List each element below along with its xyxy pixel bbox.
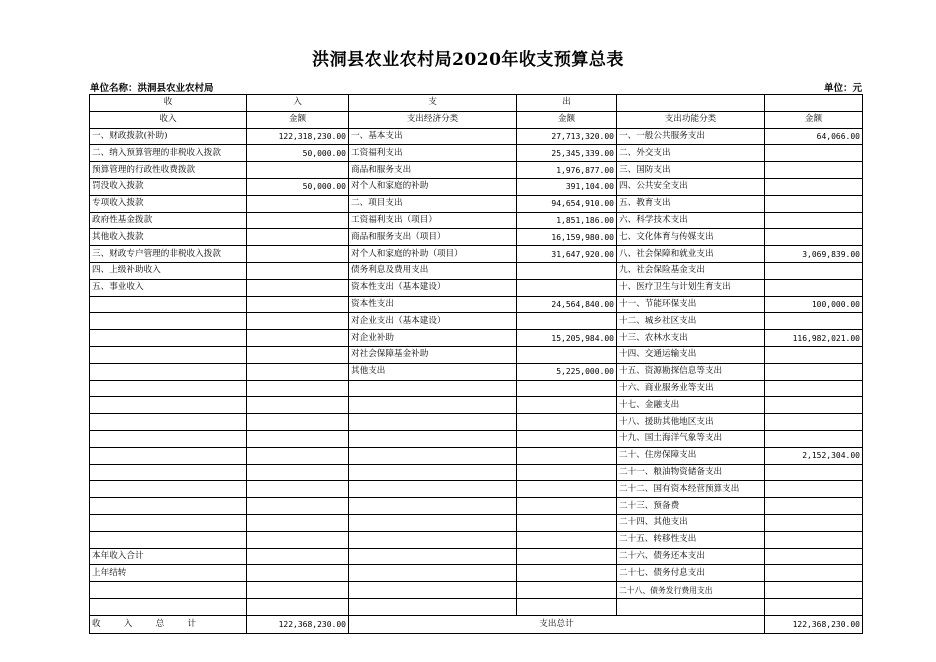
econ-amount bbox=[517, 346, 617, 363]
econ-label bbox=[349, 531, 517, 548]
income-label: 上年结转 bbox=[90, 565, 247, 582]
econ-label: 对企业补助 bbox=[349, 330, 517, 347]
income-amount bbox=[247, 582, 349, 599]
func-label: 四、公共安全支出 bbox=[617, 178, 765, 195]
func-amount: 64,066.00 bbox=[765, 128, 863, 145]
col-header-func-amount: 金额 bbox=[765, 111, 863, 128]
income-label: 政府性基金拨款 bbox=[90, 212, 247, 229]
econ-label bbox=[349, 380, 517, 397]
table-row bbox=[90, 346, 863, 363]
func-label: 五、教育支出 bbox=[617, 195, 765, 212]
econ-amount: 5,225,000.00 bbox=[517, 363, 617, 380]
table-row bbox=[90, 330, 863, 347]
table-row bbox=[90, 565, 863, 582]
income-amount bbox=[247, 514, 349, 531]
income-label bbox=[90, 313, 247, 330]
func-label: 二十六、债务还本支出 bbox=[617, 548, 765, 565]
econ-amount bbox=[517, 548, 617, 565]
income-amount bbox=[247, 363, 349, 380]
econ-label bbox=[349, 447, 517, 464]
table-row bbox=[90, 178, 863, 195]
func-amount: 2,152,304.00 bbox=[765, 447, 863, 464]
econ-label: 一、基本支出 bbox=[349, 128, 517, 145]
income-amount bbox=[247, 279, 349, 296]
econ-amount: 31,647,920.00 bbox=[517, 246, 617, 263]
econ-amount bbox=[517, 598, 617, 615]
func-label: 三、国防支出 bbox=[617, 162, 765, 179]
income-label bbox=[90, 498, 247, 515]
econ-amount: 16,159,980.00 bbox=[517, 229, 617, 246]
func-label: 十、医疗卫生与计划生育支出 bbox=[617, 279, 765, 296]
econ-label bbox=[349, 414, 517, 431]
col-header-income-amount: 金额 bbox=[247, 111, 349, 128]
table-row bbox=[90, 128, 863, 145]
econ-amount bbox=[517, 447, 617, 464]
column-header-row bbox=[90, 111, 863, 128]
func-label: 十四、交通运输支出 bbox=[617, 346, 765, 363]
econ-label: 其他支出 bbox=[349, 363, 517, 380]
func-amount bbox=[765, 145, 863, 162]
col-header-income: 收入 bbox=[90, 111, 247, 128]
header-blank bbox=[765, 95, 863, 112]
table-row bbox=[90, 464, 863, 481]
currency-unit: 单位：元 bbox=[823, 83, 862, 94]
econ-label bbox=[349, 397, 517, 414]
econ-label bbox=[349, 430, 517, 447]
func-label: 十三、农林水支出 bbox=[617, 330, 765, 347]
econ-amount bbox=[517, 262, 617, 279]
col-header-func: 支出功能分类 bbox=[617, 111, 765, 128]
income-label bbox=[90, 447, 247, 464]
income-amount: 50,000.00 bbox=[247, 145, 349, 162]
func-amount bbox=[765, 279, 863, 296]
header-expense-right: 出 bbox=[517, 95, 617, 112]
func-label: 八、社会保障和就业支出 bbox=[617, 246, 765, 263]
income-amount: 122,318,230.00 bbox=[247, 128, 349, 145]
econ-amount: 1,976,877.00 bbox=[517, 162, 617, 179]
income-amount bbox=[247, 296, 349, 313]
income-amount bbox=[247, 598, 349, 615]
econ-label: 债务利息及费用支出 bbox=[349, 262, 517, 279]
econ-label: 二、项目支出 bbox=[349, 195, 517, 212]
income-label bbox=[90, 414, 247, 431]
income-amount: 50,000.00 bbox=[247, 178, 349, 195]
func-amount bbox=[765, 195, 863, 212]
table-row bbox=[90, 195, 863, 212]
func-amount bbox=[765, 531, 863, 548]
func-label: 十九、国土海洋气象等支出 bbox=[617, 430, 765, 447]
func-label: 二十八、债务发行费用支出 bbox=[617, 582, 765, 599]
expense-total-amount: 122,368,230.00 bbox=[765, 615, 863, 633]
func-label: 二十五、转移性支出 bbox=[617, 531, 765, 548]
income-label: 罚没收入拨款 bbox=[90, 178, 247, 195]
table-row bbox=[90, 397, 863, 414]
func-amount: 100,000.00 bbox=[765, 296, 863, 313]
econ-label: 对社会保障基金补助 bbox=[349, 346, 517, 363]
func-amount bbox=[765, 582, 863, 599]
col-header-econ-amount: 金额 bbox=[517, 111, 617, 128]
income-amount bbox=[247, 414, 349, 431]
income-amount bbox=[247, 229, 349, 246]
table-row bbox=[90, 229, 863, 246]
header-blank bbox=[617, 95, 765, 112]
func-amount bbox=[765, 565, 863, 582]
func-label: 二十一、粮油物资储备支出 bbox=[617, 464, 765, 481]
header-income-left: 收 bbox=[90, 95, 247, 112]
table-row bbox=[90, 246, 863, 263]
func-label: 二、外交支出 bbox=[617, 145, 765, 162]
income-amount bbox=[247, 498, 349, 515]
econ-amount bbox=[517, 565, 617, 582]
func-label: 七、文化体育与传媒支出 bbox=[617, 229, 765, 246]
income-label: 二、纳入预算管理的非税收入拨款 bbox=[90, 145, 247, 162]
econ-amount bbox=[517, 582, 617, 599]
func-label: 一、一般公共服务支出 bbox=[617, 128, 765, 145]
table-row bbox=[90, 498, 863, 515]
econ-amount: 24,564,840.00 bbox=[517, 296, 617, 313]
econ-amount: 1,851,186.00 bbox=[517, 212, 617, 229]
econ-label bbox=[349, 514, 517, 531]
func-label: 二十、住房保障支出 bbox=[617, 447, 765, 464]
econ-label: 对个人和家庭的补助 bbox=[349, 178, 517, 195]
income-amount bbox=[247, 531, 349, 548]
income-label: 五、事业收入 bbox=[90, 279, 247, 296]
econ-label: 资本性支出（基本建设） bbox=[349, 279, 517, 296]
func-amount bbox=[765, 162, 863, 179]
econ-amount bbox=[517, 498, 617, 515]
income-amount bbox=[247, 481, 349, 498]
income-amount bbox=[247, 565, 349, 582]
econ-amount bbox=[517, 313, 617, 330]
col-header-econ: 支出经济分类 bbox=[349, 111, 517, 128]
table-row bbox=[90, 582, 863, 599]
income-amount bbox=[247, 380, 349, 397]
func-label: 十五、资源勘探信息等支出 bbox=[617, 363, 765, 380]
econ-amount: 94,654,910.00 bbox=[517, 195, 617, 212]
econ-amount bbox=[517, 514, 617, 531]
income-label: 四、上级补助收入 bbox=[90, 262, 247, 279]
econ-amount bbox=[517, 481, 617, 498]
income-amount bbox=[247, 464, 349, 481]
table-row bbox=[90, 380, 863, 397]
func-amount bbox=[765, 229, 863, 246]
econ-label: 工资福利支出（项目） bbox=[349, 212, 517, 229]
table-row bbox=[90, 514, 863, 531]
income-total-label: 收 入 总 计 bbox=[90, 615, 247, 633]
income-amount bbox=[247, 397, 349, 414]
income-label bbox=[90, 582, 247, 599]
table-row bbox=[90, 145, 863, 162]
income-label: 一、财政拨款(补助) bbox=[90, 128, 247, 145]
func-label: 十一、节能环保支出 bbox=[617, 296, 765, 313]
table-row bbox=[90, 414, 863, 431]
econ-label bbox=[349, 548, 517, 565]
func-amount bbox=[765, 464, 863, 481]
table-row bbox=[90, 162, 863, 179]
income-label: 其他收入拨款 bbox=[90, 229, 247, 246]
table-row bbox=[90, 279, 863, 296]
func-amount bbox=[765, 212, 863, 229]
income-amount bbox=[247, 246, 349, 263]
table-row bbox=[90, 262, 863, 279]
func-label: 六、科学技术支出 bbox=[617, 212, 765, 229]
econ-amount: 391,104.00 bbox=[517, 178, 617, 195]
func-amount bbox=[765, 363, 863, 380]
header-expense-left: 支 bbox=[349, 95, 517, 112]
page-title: 洪洞县农业农村局2020年收支预算总表 bbox=[312, 50, 624, 70]
table-row bbox=[90, 548, 863, 565]
income-amount bbox=[247, 447, 349, 464]
func-amount bbox=[765, 414, 863, 431]
income-amount bbox=[247, 212, 349, 229]
table-row bbox=[90, 447, 863, 464]
econ-label: 商品和服务支出 bbox=[349, 162, 517, 179]
income-label bbox=[90, 346, 247, 363]
econ-amount: 25,345,339.00 bbox=[517, 145, 617, 162]
table-row bbox=[90, 212, 863, 229]
income-label bbox=[90, 430, 247, 447]
income-amount bbox=[247, 346, 349, 363]
income-label: 专项收入拨款 bbox=[90, 195, 247, 212]
income-label: 预算管理的行政性收费拨款 bbox=[90, 162, 247, 179]
income-amount bbox=[247, 330, 349, 347]
func-amount bbox=[765, 430, 863, 447]
econ-label: 商品和服务支出（项目） bbox=[349, 229, 517, 246]
func-label: 十八、援助其他地区支出 bbox=[617, 414, 765, 431]
econ-amount: 15,205,984.00 bbox=[517, 330, 617, 347]
func-label: 二十四、其他支出 bbox=[617, 514, 765, 531]
expense-total-label: 支出总计 bbox=[349, 615, 765, 633]
econ-amount bbox=[517, 279, 617, 296]
econ-label: 对企业支出（基本建设） bbox=[349, 313, 517, 330]
income-label bbox=[90, 330, 247, 347]
func-label: 二十七、债务付息支出 bbox=[617, 565, 765, 582]
econ-label: 对个人和家庭的补助（项目） bbox=[349, 246, 517, 263]
func-amount bbox=[765, 598, 863, 615]
func-label: 九、社会保险基金支出 bbox=[617, 262, 765, 279]
table-row bbox=[90, 313, 863, 330]
func-label: 二十二、国有资本经营预算支出 bbox=[617, 481, 765, 498]
func-amount bbox=[765, 178, 863, 195]
income-label bbox=[90, 464, 247, 481]
income-amount bbox=[247, 262, 349, 279]
table-row bbox=[90, 481, 863, 498]
budget-table bbox=[89, 94, 863, 634]
table-row bbox=[90, 598, 863, 615]
income-amount bbox=[247, 162, 349, 179]
econ-amount bbox=[517, 531, 617, 548]
income-amount bbox=[247, 548, 349, 565]
func-amount: 116,982,021.00 bbox=[765, 330, 863, 347]
income-label: 本年收入合计 bbox=[90, 548, 247, 565]
income-label bbox=[90, 380, 247, 397]
table-row bbox=[90, 296, 863, 313]
func-amount bbox=[765, 548, 863, 565]
func-amount: 3,069,839.00 bbox=[765, 246, 863, 263]
total-row bbox=[90, 615, 863, 633]
func-label: 二十三、预备费 bbox=[617, 498, 765, 515]
income-label bbox=[90, 296, 247, 313]
income-label bbox=[90, 481, 247, 498]
func-label bbox=[617, 598, 765, 615]
func-amount bbox=[765, 262, 863, 279]
econ-label bbox=[349, 498, 517, 515]
income-amount bbox=[247, 430, 349, 447]
income-total-amount: 122,368,230.00 bbox=[247, 615, 349, 633]
table-row bbox=[90, 531, 863, 548]
income-label bbox=[90, 397, 247, 414]
func-label: 十七、金融支出 bbox=[617, 397, 765, 414]
func-label: 十二、城乡社区支出 bbox=[617, 313, 765, 330]
func-amount bbox=[765, 313, 863, 330]
income-label bbox=[90, 514, 247, 531]
func-amount bbox=[765, 397, 863, 414]
income-amount bbox=[247, 195, 349, 212]
income-label: 三、财政专户管理的非税收入拨款 bbox=[90, 246, 247, 263]
econ-label bbox=[349, 565, 517, 582]
econ-amount bbox=[517, 414, 617, 431]
econ-amount bbox=[517, 397, 617, 414]
econ-amount bbox=[517, 430, 617, 447]
func-amount bbox=[765, 481, 863, 498]
table-row bbox=[90, 430, 863, 447]
econ-amount bbox=[517, 464, 617, 481]
func-amount bbox=[765, 346, 863, 363]
econ-label bbox=[349, 582, 517, 599]
econ-label bbox=[349, 464, 517, 481]
econ-label bbox=[349, 481, 517, 498]
income-amount bbox=[247, 313, 349, 330]
econ-amount bbox=[517, 380, 617, 397]
func-amount bbox=[765, 498, 863, 515]
econ-label bbox=[349, 598, 517, 615]
header-income-right: 入 bbox=[247, 95, 349, 112]
func-amount bbox=[765, 514, 863, 531]
unit-name: 单位名称：洪洞县农业农村局 bbox=[90, 83, 214, 94]
top-header-row bbox=[90, 95, 863, 112]
income-label bbox=[90, 363, 247, 380]
income-label bbox=[90, 598, 247, 615]
func-amount bbox=[765, 380, 863, 397]
func-label: 十六、商业服务业等支出 bbox=[617, 380, 765, 397]
econ-label: 资本性支出 bbox=[349, 296, 517, 313]
econ-amount: 27,713,320.00 bbox=[517, 128, 617, 145]
econ-label: 工资福利支出 bbox=[349, 145, 517, 162]
table-row bbox=[90, 363, 863, 380]
income-label bbox=[90, 531, 247, 548]
